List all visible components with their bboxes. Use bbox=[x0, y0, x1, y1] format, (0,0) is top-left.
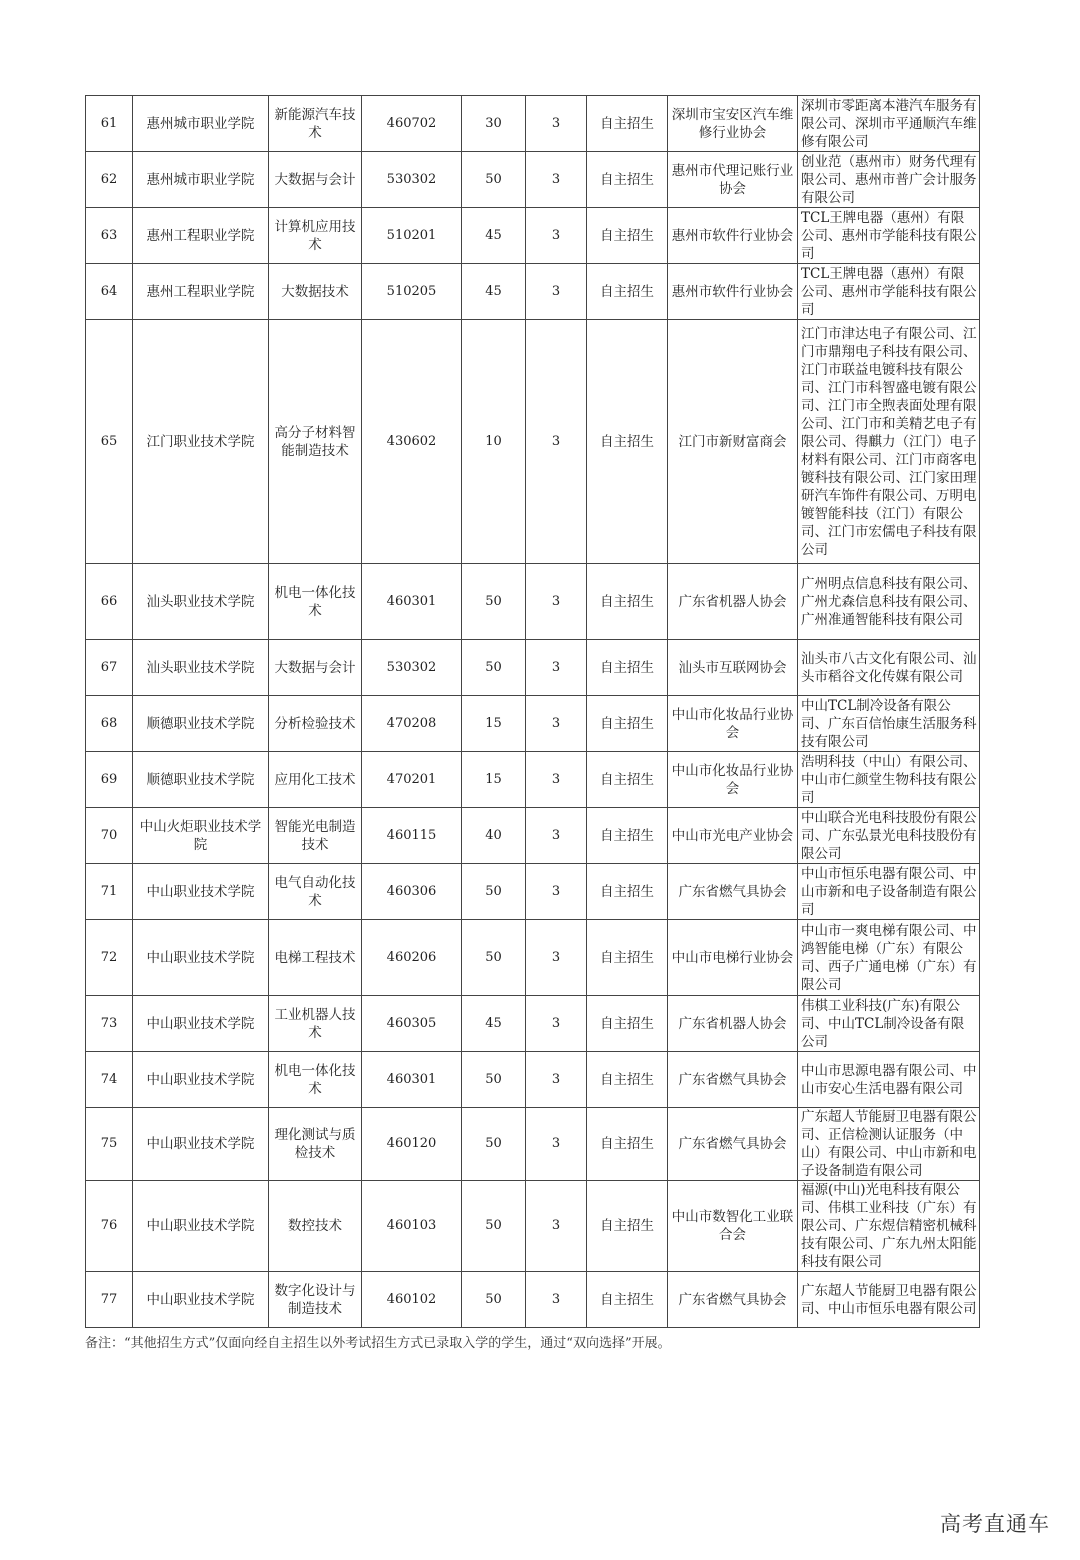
cell-major-code: 510201 bbox=[362, 208, 462, 264]
cell-plan-count: 45 bbox=[462, 208, 526, 264]
cell-companies: 伟棋工业科技(广东)有限公司、中山TCL制冷设备有限公司 bbox=[798, 996, 980, 1052]
cell-companies: 深圳市零距离本港汽车服务有限公司、深圳市平通顺汽车维修有限公司 bbox=[798, 96, 980, 152]
cell-companies: 福源(中山)光电科技有限公司、伟棋工业科技（广东）有限公司、广东煜信精密机械科技有限公司、广东九州太阳能科技有限公司 bbox=[798, 1181, 980, 1272]
cell-school: 中山职业技术学院 bbox=[133, 864, 269, 920]
cell-companies: TCL王牌电器（惠州）有限公司、惠州市学能科技有限公司 bbox=[798, 208, 980, 264]
cell-plan-count: 40 bbox=[462, 808, 526, 864]
cell-number: 77 bbox=[86, 1272, 133, 1328]
table-row bbox=[86, 264, 980, 320]
cell-association: 惠州市软件行业协会 bbox=[668, 264, 798, 320]
cell-association: 广东省机器人协会 bbox=[668, 996, 798, 1052]
cell-number: 73 bbox=[86, 996, 133, 1052]
cell-number: 65 bbox=[86, 320, 133, 564]
cell-years: 3 bbox=[526, 640, 587, 696]
cell-plan-count: 50 bbox=[462, 640, 526, 696]
cell-admission-method: 自主招生 bbox=[587, 96, 668, 152]
cell-years: 3 bbox=[526, 1108, 587, 1181]
cell-number: 68 bbox=[86, 696, 133, 752]
table-row bbox=[86, 208, 980, 264]
cell-major: 新能源汽车技术 bbox=[269, 96, 362, 152]
cell-school: 中山职业技术学院 bbox=[133, 996, 269, 1052]
cell-number: 66 bbox=[86, 564, 133, 640]
cell-association: 中山市化妆品行业协会 bbox=[668, 696, 798, 752]
cell-admission-method: 自主招生 bbox=[587, 320, 668, 564]
cell-association: 中山市电梯行业协会 bbox=[668, 920, 798, 996]
cell-admission-method: 自主招生 bbox=[587, 564, 668, 640]
cell-admission-method: 自主招生 bbox=[587, 752, 668, 808]
cell-admission-method: 自主招生 bbox=[587, 996, 668, 1052]
cell-association: 中山市光电产业协会 bbox=[668, 808, 798, 864]
cell-number: 74 bbox=[86, 1052, 133, 1108]
cell-major-code: 530302 bbox=[362, 152, 462, 208]
table-body bbox=[86, 96, 980, 1328]
cell-major: 数字化设计与制造技术 bbox=[269, 1272, 362, 1328]
cell-school: 惠州工程职业学院 bbox=[133, 264, 269, 320]
cell-major-code: 460306 bbox=[362, 864, 462, 920]
table-row bbox=[86, 1181, 980, 1272]
cell-companies: 中山TCL制冷设备有限公司、广东百信怡康生活服务科技有限公司 bbox=[798, 696, 980, 752]
cell-school: 中山职业技术学院 bbox=[133, 1108, 269, 1181]
cell-plan-count: 30 bbox=[462, 96, 526, 152]
cell-major-code: 460102 bbox=[362, 1272, 462, 1328]
cell-years: 3 bbox=[526, 96, 587, 152]
cell-major: 理化测试与质检技术 bbox=[269, 1108, 362, 1181]
cell-admission-method: 自主招生 bbox=[587, 1181, 668, 1272]
cell-years: 3 bbox=[526, 1052, 587, 1108]
cell-major-code: 510205 bbox=[362, 264, 462, 320]
cell-plan-count: 50 bbox=[462, 564, 526, 640]
cell-association: 广东省燃气具协会 bbox=[668, 1272, 798, 1328]
cell-years: 3 bbox=[526, 320, 587, 564]
table-row bbox=[86, 564, 980, 640]
cell-admission-method: 自主招生 bbox=[587, 1108, 668, 1181]
cell-major-code: 460120 bbox=[362, 1108, 462, 1181]
cell-plan-count: 50 bbox=[462, 920, 526, 996]
cell-number: 61 bbox=[86, 96, 133, 152]
table-row bbox=[86, 320, 980, 564]
cell-number: 75 bbox=[86, 1108, 133, 1181]
cell-years: 3 bbox=[526, 996, 587, 1052]
cell-major-code: 470201 bbox=[362, 752, 462, 808]
cell-plan-count: 50 bbox=[462, 864, 526, 920]
cell-companies: TCL王牌电器（惠州）有限公司、惠州市学能科技有限公司 bbox=[798, 264, 980, 320]
cell-major-code: 460206 bbox=[362, 920, 462, 996]
cell-school: 顺德职业技术学院 bbox=[133, 752, 269, 808]
cell-admission-method: 自主招生 bbox=[587, 208, 668, 264]
cell-years: 3 bbox=[526, 920, 587, 996]
cell-association: 惠州市软件行业协会 bbox=[668, 208, 798, 264]
cell-major: 大数据与会计 bbox=[269, 640, 362, 696]
cell-school: 顺德职业技术学院 bbox=[133, 696, 269, 752]
cell-major: 智能光电制造技术 bbox=[269, 808, 362, 864]
cell-admission-method: 自主招生 bbox=[587, 152, 668, 208]
cell-school: 中山职业技术学院 bbox=[133, 1272, 269, 1328]
cell-major: 高分子材料智能制造技术 bbox=[269, 320, 362, 564]
cell-number: 67 bbox=[86, 640, 133, 696]
cell-association: 广东省燃气具协会 bbox=[668, 1108, 798, 1181]
cell-association: 汕头市互联网协会 bbox=[668, 640, 798, 696]
cell-school: 中山火炬职业技术学院 bbox=[133, 808, 269, 864]
cell-school: 汕头职业技术学院 bbox=[133, 564, 269, 640]
cell-major-code: 460702 bbox=[362, 96, 462, 152]
cell-admission-method: 自主招生 bbox=[587, 1052, 668, 1108]
cell-school: 汕头职业技术学院 bbox=[133, 640, 269, 696]
cell-plan-count: 45 bbox=[462, 264, 526, 320]
table-row bbox=[86, 640, 980, 696]
cell-admission-method: 自主招生 bbox=[587, 864, 668, 920]
cell-years: 3 bbox=[526, 752, 587, 808]
cell-plan-count: 50 bbox=[462, 1272, 526, 1328]
table-row bbox=[86, 1052, 980, 1108]
cell-major: 分析检验技术 bbox=[269, 696, 362, 752]
cell-major: 工业机器人技术 bbox=[269, 996, 362, 1052]
cell-admission-method: 自主招生 bbox=[587, 696, 668, 752]
cell-school: 中山职业技术学院 bbox=[133, 1052, 269, 1108]
table-row bbox=[86, 1272, 980, 1328]
cell-plan-count: 45 bbox=[462, 996, 526, 1052]
cell-companies: 浩明科技（中山）有限公司、中山市仁颜堂生物科技有限公司 bbox=[798, 752, 980, 808]
cell-companies: 广东超人节能厨卫电器有限公司、中山市恒乐电器有限公司 bbox=[798, 1272, 980, 1328]
table-row bbox=[86, 1108, 980, 1181]
cell-years: 3 bbox=[526, 696, 587, 752]
table-row bbox=[86, 996, 980, 1052]
cell-major: 机电一体化技术 bbox=[269, 564, 362, 640]
cell-plan-count: 50 bbox=[462, 152, 526, 208]
cell-plan-count: 15 bbox=[462, 696, 526, 752]
cell-companies: 广州明点信息科技有限公司、广州尤森信息科技有限公司、广州准通智能科技有限公司 bbox=[798, 564, 980, 640]
cell-number: 71 bbox=[86, 864, 133, 920]
cell-association: 中山市数智化工业联合会 bbox=[668, 1181, 798, 1272]
cell-association: 中山市化妆品行业协会 bbox=[668, 752, 798, 808]
cell-major-code: 460115 bbox=[362, 808, 462, 864]
enrollment-table bbox=[85, 95, 980, 1328]
cell-major: 大数据与会计 bbox=[269, 152, 362, 208]
cell-association: 江门市新财富商会 bbox=[668, 320, 798, 564]
cell-admission-method: 自主招生 bbox=[587, 264, 668, 320]
cell-companies: 中山市思源电器有限公司、中山市安心生活电器有限公司 bbox=[798, 1052, 980, 1108]
cell-plan-count: 15 bbox=[462, 752, 526, 808]
cell-years: 3 bbox=[526, 1272, 587, 1328]
cell-association: 广东省燃气具协会 bbox=[668, 1052, 798, 1108]
cell-years: 3 bbox=[526, 808, 587, 864]
cell-major-code: 530302 bbox=[362, 640, 462, 696]
table-row bbox=[86, 696, 980, 752]
cell-major: 电气自动化技术 bbox=[269, 864, 362, 920]
cell-plan-count: 10 bbox=[462, 320, 526, 564]
cell-major-code: 430602 bbox=[362, 320, 462, 564]
cell-number: 64 bbox=[86, 264, 133, 320]
cell-years: 3 bbox=[526, 864, 587, 920]
cell-years: 3 bbox=[526, 564, 587, 640]
cell-number: 72 bbox=[86, 920, 133, 996]
cell-major: 大数据技术 bbox=[269, 264, 362, 320]
cell-plan-count: 50 bbox=[462, 1052, 526, 1108]
table-row bbox=[86, 752, 980, 808]
cell-admission-method: 自主招生 bbox=[587, 808, 668, 864]
cell-school: 中山职业技术学院 bbox=[133, 1181, 269, 1272]
cell-association: 惠州市代理记账行业协会 bbox=[668, 152, 798, 208]
cell-companies: 中山市恒乐电器有限公司、中山市新和电子设备制造有限公司 bbox=[798, 864, 980, 920]
cell-years: 3 bbox=[526, 152, 587, 208]
cell-companies: 广东超人节能厨卫电器有限公司、正信检测认证服务（中山）有限公司、中山市新和电子设备制造有限公司 bbox=[798, 1108, 980, 1181]
cell-major: 计算机应用技术 bbox=[269, 208, 362, 264]
watermark-text: 高考直通车 bbox=[940, 1512, 1050, 1536]
cell-major: 数控技术 bbox=[269, 1181, 362, 1272]
cell-school: 中山职业技术学院 bbox=[133, 920, 269, 996]
cell-major-code: 460301 bbox=[362, 564, 462, 640]
cell-plan-count: 50 bbox=[462, 1108, 526, 1181]
cell-companies: 江门市津达电子有限公司、江门市鼎翔电子科技有限公司、江门市联益电镀科技有限公司、江门市科智盛电镀有限公司、江门市全煦表面处理有限公司、江门市和美精艺电子有限公司、得麒力（江门）电子材料有限公司、江门市商客电镀科技有限公司、江门家田理研汽车饰件有限公司、万明电镀智能科技（江门）有限公司、江门市宏儒电子科技有限公司 bbox=[798, 320, 980, 564]
cell-admission-method: 自主招生 bbox=[587, 640, 668, 696]
cell-association: 广东省机器人协会 bbox=[668, 564, 798, 640]
cell-number: 76 bbox=[86, 1181, 133, 1272]
cell-admission-method: 自主招生 bbox=[587, 1272, 668, 1328]
cell-companies: 中山市一爽电梯有限公司、中鸿智能电梯（广东）有限公司、西子广通电梯（广东）有限公司 bbox=[798, 920, 980, 996]
cell-association: 深圳市宝安区汽车维修行业协会 bbox=[668, 96, 798, 152]
cell-major-code: 470208 bbox=[362, 696, 462, 752]
cell-school: 惠州工程职业学院 bbox=[133, 208, 269, 264]
table-row bbox=[86, 96, 980, 152]
table-row bbox=[86, 152, 980, 208]
cell-years: 3 bbox=[526, 1181, 587, 1272]
cell-major-code: 460301 bbox=[362, 1052, 462, 1108]
cell-major: 应用化工技术 bbox=[269, 752, 362, 808]
cell-association: 广东省燃气具协会 bbox=[668, 864, 798, 920]
cell-school: 惠州城市职业学院 bbox=[133, 96, 269, 152]
cell-years: 3 bbox=[526, 264, 587, 320]
cell-admission-method: 自主招生 bbox=[587, 920, 668, 996]
cell-major-code: 460305 bbox=[362, 996, 462, 1052]
cell-number: 69 bbox=[86, 752, 133, 808]
table-row bbox=[86, 864, 980, 920]
cell-number: 62 bbox=[86, 152, 133, 208]
cell-number: 70 bbox=[86, 808, 133, 864]
cell-companies: 创业范（惠州市）财务代理有限公司、惠州市普广会计服务有限公司 bbox=[798, 152, 980, 208]
cell-school: 江门职业技术学院 bbox=[133, 320, 269, 564]
cell-companies: 汕头市八古文化有限公司、汕头市稻谷文化传媒有限公司 bbox=[798, 640, 980, 696]
cell-school: 惠州城市职业学院 bbox=[133, 152, 269, 208]
table-row bbox=[86, 808, 980, 864]
cell-years: 3 bbox=[526, 208, 587, 264]
cell-plan-count: 50 bbox=[462, 1181, 526, 1272]
cell-major: 电梯工程技术 bbox=[269, 920, 362, 996]
table-row bbox=[86, 920, 980, 996]
cell-number: 63 bbox=[86, 208, 133, 264]
cell-major: 机电一体化技术 bbox=[269, 1052, 362, 1108]
footnote: 备注：“其他招生方式”仅面向经自主招生以外考试招生方式已录取入学的学生，通过“双向选择”开展。 bbox=[85, 1336, 671, 1351]
cell-major-code: 460103 bbox=[362, 1181, 462, 1272]
cell-companies: 中山联合光电科技股份有限公司、广东弘景光电科技股份有限公司 bbox=[798, 808, 980, 864]
